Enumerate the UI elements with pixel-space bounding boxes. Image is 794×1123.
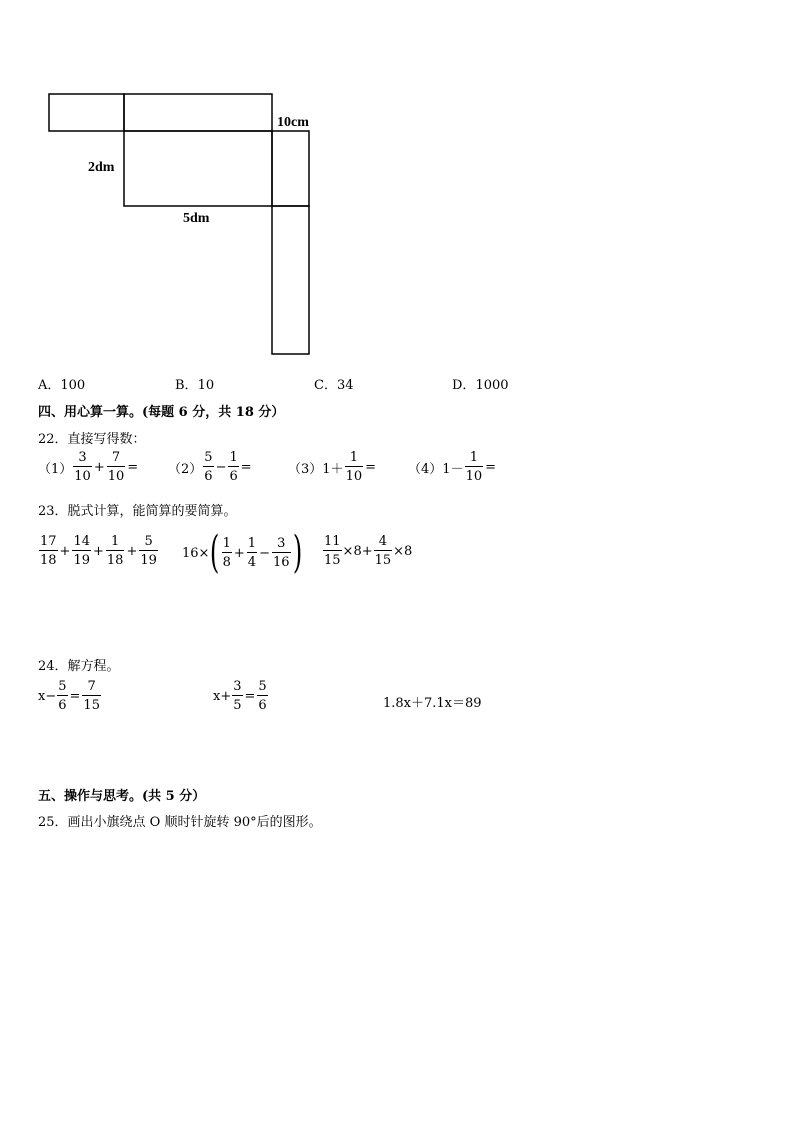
fraction: $\frac{5}{6}$ [58,679,67,713]
right-paren: ) [292,527,302,578]
q25-title: 25．画出小旗绕点 O 顺时针旋转 90°后的图形。 [38,815,322,830]
q22-item-4: （4） 1－ $\frac{1}{10}$ = [408,450,497,484]
net-top-left-rect [49,94,124,131]
fraction: $\frac{5}{6}$ [258,679,267,713]
q24-eq-2: x+ $\frac{3}{5}$ = $\frac{5}{6}$ [213,679,267,713]
section4-heading: 四、用心算一算。(每题 6 分，共 18 分） [38,405,285,420]
label-5dm: 5dm [183,211,210,226]
q23-expr-3: $\frac{11}{15}$ ×8+ $\frac{4}{15}$ ×8 [324,534,413,568]
fraction: $\frac{1}{6}$ [229,450,238,484]
q22-item-1: （1） $\frac{3}{10}$ + $\frac{7}{10}$ = [38,450,139,484]
fraction: $\frac{7}{10}$ [107,450,125,484]
section5-heading: 五、操作与思考。(共 5 分） [38,789,206,804]
fraction: $\frac{5}{19}$ [140,534,157,568]
q24-eq-3: 1.8x＋7.1x＝89 [383,696,482,711]
fraction: $\frac{1}{10}$ [345,450,363,484]
q22-title: 22．直接写得数： [38,432,146,447]
fraction: $\frac{1}{10}$ [465,450,483,484]
option-b[interactable]: B．10 [175,378,215,393]
fraction: $\frac{14}{19}$ [73,534,90,568]
q22-item-2: （2） $\frac{5}{6}$ − $\frac{1}{6}$ = [168,450,252,484]
fraction: $\frac{3}{5}$ [233,679,242,713]
left-paren: ( [210,527,220,578]
q23-expr-2: 16× ( $\frac{1}{8}$ + $\frac{1}{4}$ − $\frac{3}{16}$ ) [182,527,302,578]
fraction: $\frac{7}{15}$ [83,679,100,713]
fraction: $\frac{17}{18}$ [40,534,57,568]
fraction: $\frac{1}{4}$ [247,536,257,570]
fraction: $\frac{1}{18}$ [106,534,124,568]
option-c[interactable]: C．34 [314,378,354,393]
fraction: $\frac{11}{15}$ [324,534,341,568]
fraction: $\frac{4}{15}$ [374,534,392,568]
label-10cm: 10cm [277,115,309,130]
fraction: $\frac{3}{16}$ [272,536,290,570]
net-right-upper-rect [272,131,309,206]
option-d[interactable]: D．1000 [452,378,509,393]
q22-item-3: （3） 1＋ $\frac{1}{10}$ = [288,450,377,484]
box-net-diagram [0,0,794,370]
q23-title: 23．脱式计算，能简算的要简算。 [38,504,237,519]
q23-expr-1: $\frac{17}{18}$ + $\frac{14}{19}$ + $\frac{1}{18}$ + $\frac{5}{19}$ [40,534,157,568]
net-top-middle-rect [124,94,272,131]
net-center-rect [124,131,272,206]
label-2dm: 2dm [88,160,115,175]
fraction: $\frac{3}{10}$ [74,450,91,484]
fraction: $\frac{5}{6}$ [204,450,213,484]
net-right-lower-rect [272,206,309,354]
q24-title: 24．解方程。 [38,659,120,674]
option-a[interactable]: A．100 [38,378,86,393]
fraction: $\frac{1}{8}$ [222,536,231,570]
q24-eq-1: x− $\frac{5}{6}$ = $\frac{7}{15}$ [38,679,100,713]
